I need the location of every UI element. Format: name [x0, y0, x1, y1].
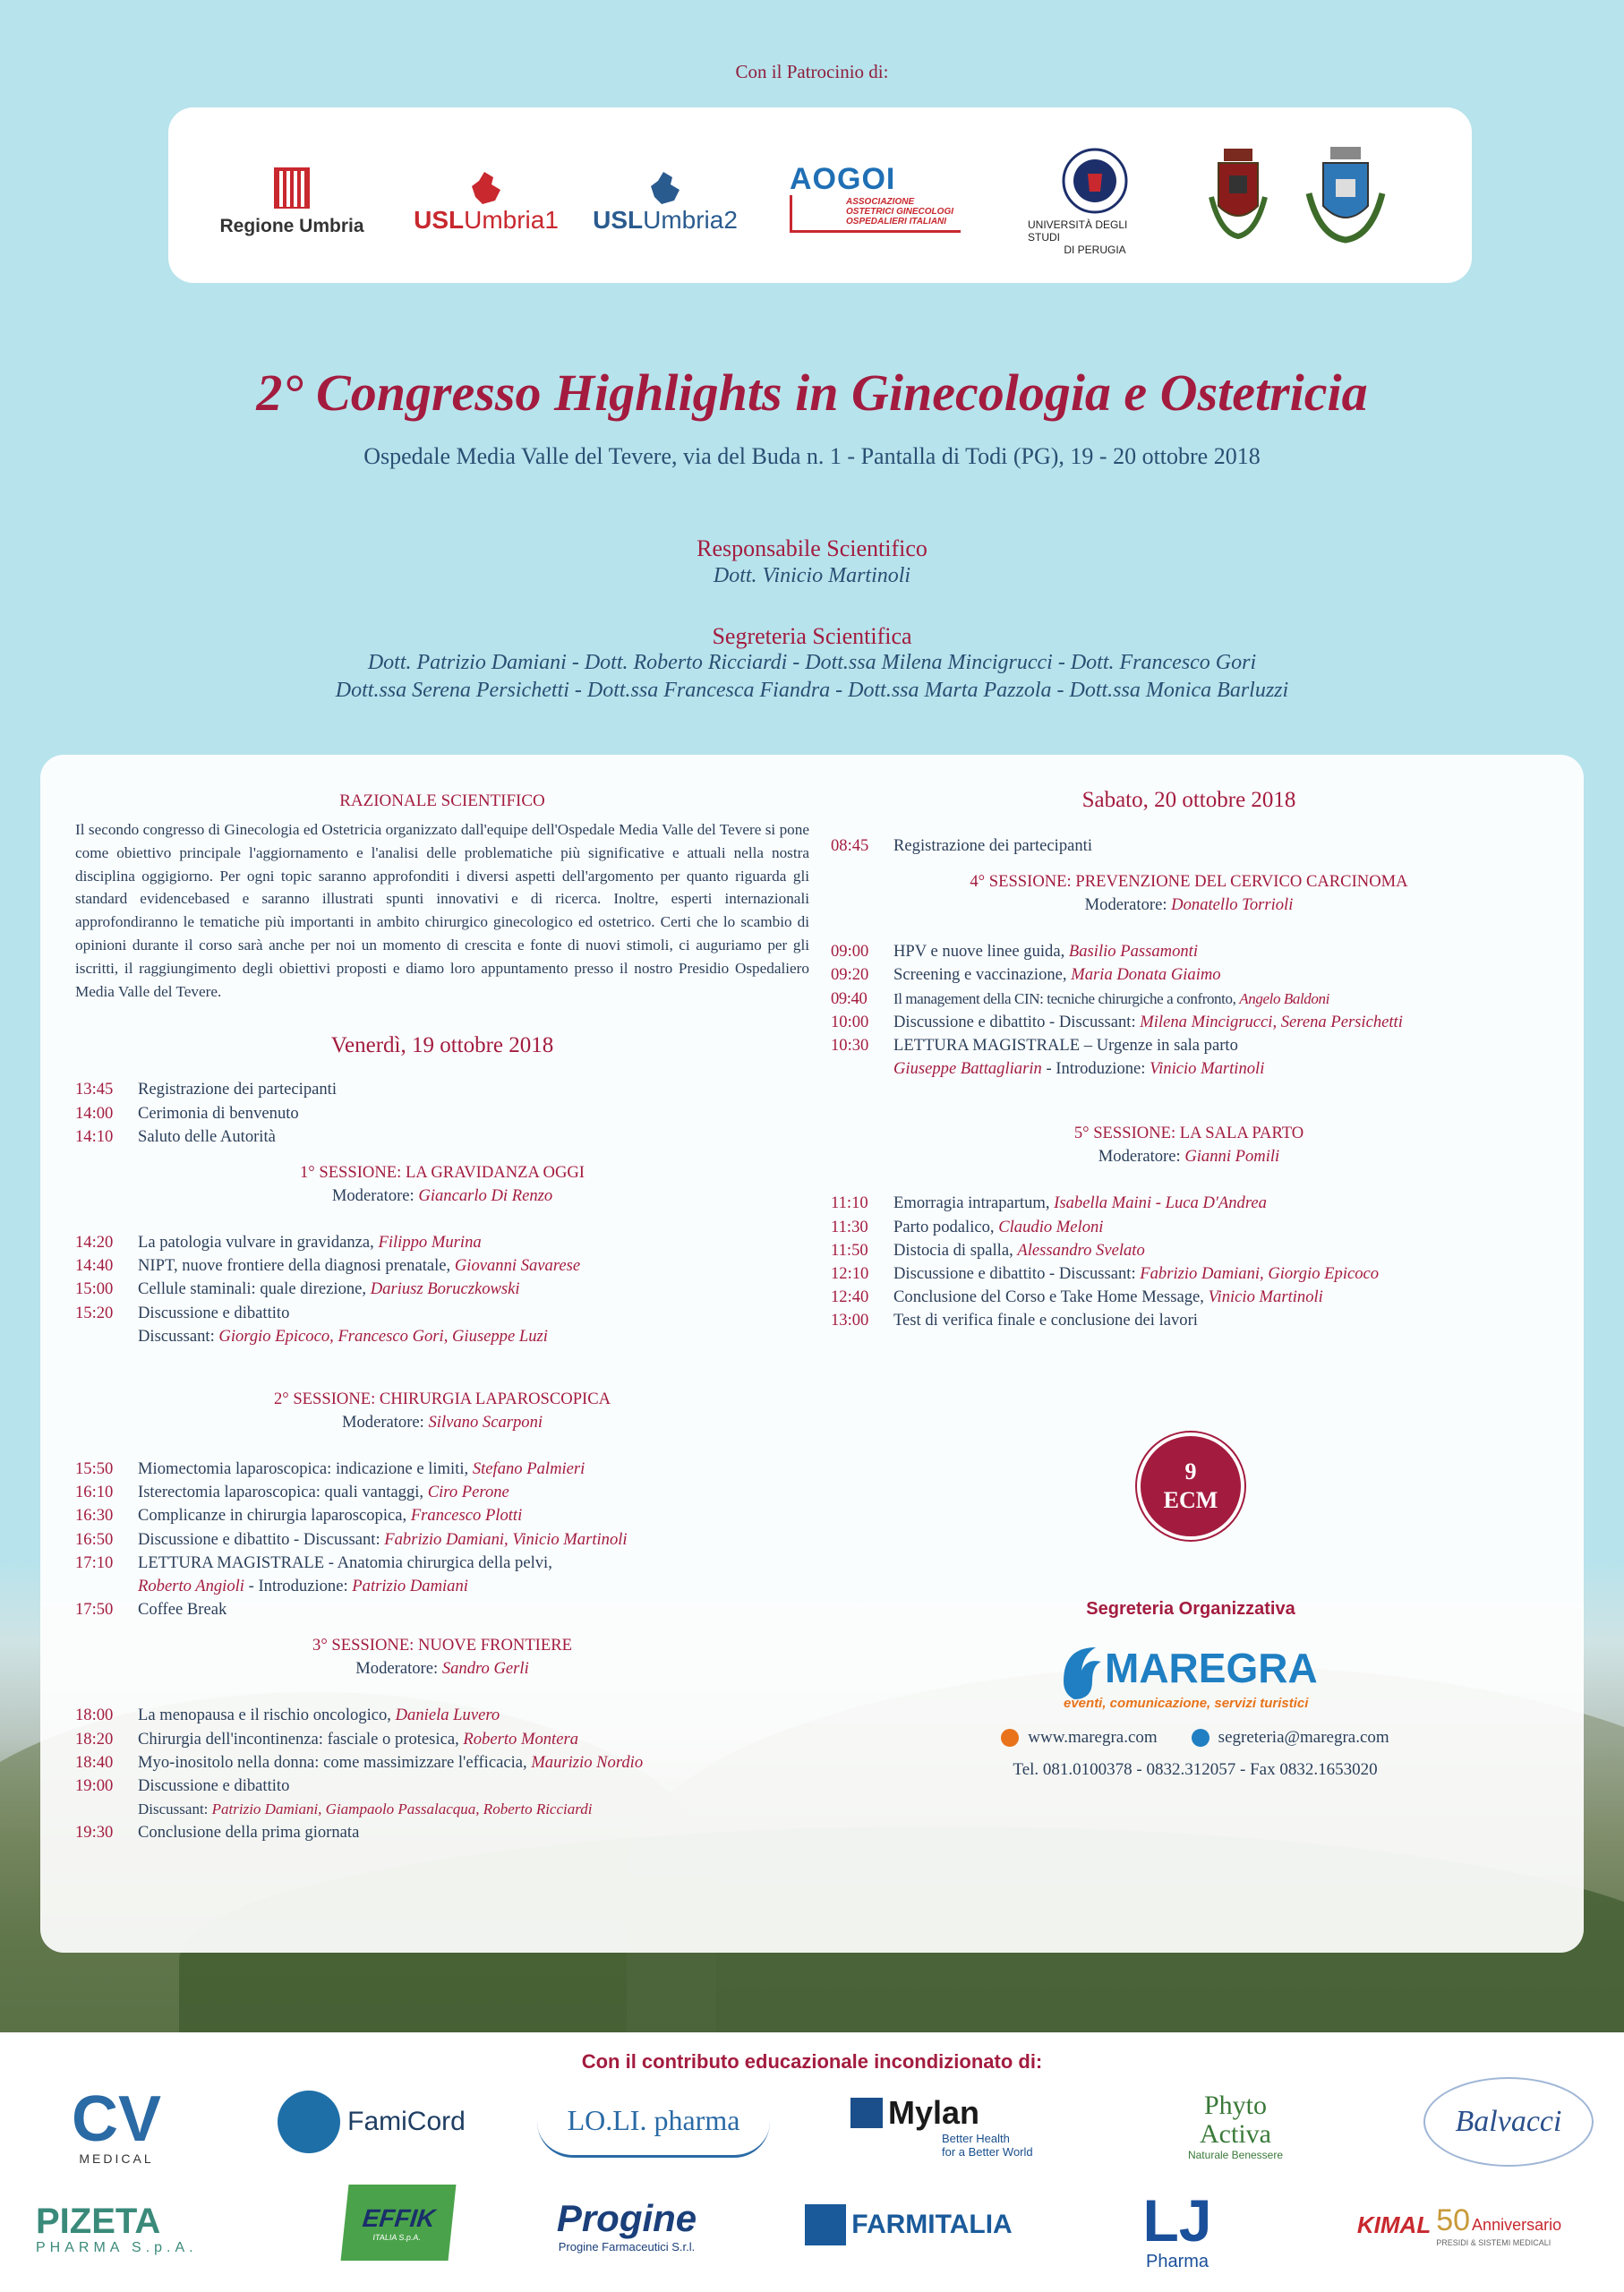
schedule-row: 15:50 Miomectomia laparoscopica: indicazione e limiti, Stefano Palmieri	[75, 1459, 585, 1478]
aogoi-logo: AOGOI ASSOCIAZIONE OSTETRICI GINECOLOGI OSPEDALIERI ITALIANI	[790, 152, 996, 242]
schedule-row: 13:00 Test di verifica finale e conclusione dei lavori	[831, 1311, 1198, 1330]
session-2-title: 2° SESSIONE: CHIRURGIA LAPAROSCOPICA	[273, 1390, 611, 1408]
session-5-title: 5° SESSIONE: LA SALA PARTO	[1073, 1124, 1304, 1143]
effik-logo: EFFIK ITALIA S.p.A.	[341, 2185, 457, 2261]
famicord-icon	[278, 2091, 340, 2153]
scientific-responsible-label: Responsabile Scientifico	[697, 535, 927, 561]
schedule-row: 17:10 LETTURA MAGISTRALE - Anatomia chirurgica della pelvi,	[75, 1552, 552, 1572]
university-seal-icon	[1061, 147, 1129, 215]
usl-umbria-2-logo: USLUmbria2	[589, 158, 741, 247]
municipality-coat-of-arms-icon	[1292, 134, 1399, 260]
organizer-contacts	[962, 1728, 1428, 1780]
schedule-row: 14:10 Saluto delle Autorità	[75, 1126, 276, 1146]
schedule-row: 18:00 La menopausa e il rischio oncologico, Daniela Luvero	[75, 1706, 500, 1725]
patronage-logos	[168, 107, 1472, 283]
schedule-row: 09:40 Il management della CIN: tecniche chirurgiche a confronto, Angelo Baldoni	[831, 988, 1329, 1008]
schedule-row: 11:10 Emorragia intrapartum, Isabella Maini - Luca D'Andrea	[831, 1193, 1267, 1213]
farmitalia-icon	[805, 2204, 846, 2245]
schedule-row: Discussant: Giorgio Epicoco, Francesco Gori, Giuseppe Luzi	[138, 1326, 548, 1346]
progine-logo: Progine Progine Farmaceutici S.r.l.	[556, 2196, 697, 2254]
loli-pharma-logo: LO.LI. pharma	[537, 2086, 770, 2158]
schedule-row: Roberto Angioli - Introduzione: Patrizio Damiani	[138, 1577, 468, 1596]
schedule-row: 11:50 Distocia di spalla, Alessandro Svelato	[831, 1240, 1145, 1260]
friday-title: Venerdì, 19 ottobre 2018	[330, 1033, 554, 1058]
contact-line	[962, 1728, 1428, 1748]
schedule-row: 19:00 Discussione e dibattito	[75, 1776, 290, 1796]
email-icon	[1192, 1729, 1209, 1747]
lj-pharma-logo: LJ Pharma	[1142, 2186, 1212, 2271]
farmitalia-logo: FARMITALIA	[797, 2194, 1021, 2256]
schedule-row: 14:20 La patologia vulvare in gravidanza, Filippo Murina	[75, 1232, 482, 1252]
congress-title: 2° Congresso Highlights in Ginecologia e Ostetricia	[256, 363, 1368, 422]
regione-umbria-icon	[272, 166, 312, 210]
famicord-logo: FamiCord	[255, 2086, 488, 2158]
schedule-row: 18:40 Myo-inositolo nella donna: come massimizzare l'efficacia, Maurizio Nordio	[75, 1752, 644, 1772]
unipg-logo: UNIVERSITÀ DEGLI STUDI DI PERUGIA	[1028, 143, 1162, 260]
mylan-icon	[850, 2098, 883, 2128]
patronage-title: Con il Patrocinio di:	[735, 61, 889, 82]
scientific-secretariat-line-1: Dott. Patrizio Damiani - Dott. Roberto Ricciardi - Dott.ssa Milena Mincigrucci - Dott. Francesco Gori	[367, 651, 1257, 674]
session-4-title: 4° SESSIONE: PREVENZIONE DEL CERVICO CARCINOMA	[970, 872, 1408, 892]
schedule-row: 18:20 Chirurgia dell'incontinenza: fasciale o protesica, Roberto Montera	[75, 1729, 578, 1749]
schedule-row: 15:00 Cellule staminali: quale direzione, Dariusz Boruczkowski	[75, 1279, 520, 1299]
schedule-row: Discussant: Patrizio Damiani, Giampaolo Passalacqua, Roberto Ricciardi	[138, 1800, 593, 1818]
email-link[interactable]: segreteria@maregra.com	[1218, 1728, 1389, 1747]
organizer-label: Segreteria Organizzativa	[1086, 1599, 1295, 1619]
schedule-row: 13:45 Registrazione dei partecipanti	[75, 1080, 337, 1099]
schedule-row: 19:30 Conclusione della prima giornata	[75, 1823, 360, 1843]
session-5-moderator: Moderatore: Gianni Pomili	[1098, 1147, 1280, 1167]
session-3-moderator: Moderatore: Sandro Gerli	[355, 1659, 529, 1679]
session-3-title: 3° SESSIONE: NUOVE FRONTIERE	[312, 1636, 572, 1655]
ecm-badge: 9 ECM	[1137, 1432, 1244, 1540]
schedule-row: 10:00 Discussione e dibattito - Discussant: Milena Mincigrucci, Serena Persichetti	[831, 1012, 1403, 1031]
scientific-responsible-name: Dott. Vinicio Martinoli	[713, 564, 911, 587]
schedule-row: 09:20 Screening e vaccinazione, Maria Donata Giaimo	[831, 965, 1221, 985]
mylan-logo: Mylan Better Health for a Better World	[850, 2082, 1065, 2171]
session-2-moderator: Moderatore: Silvano Scarponi	[341, 1413, 543, 1432]
scientific-secretariat-line-2: Dott.ssa Serena Persichetti - Dott.ssa Francesca Fiandra - Dott.ssa Marta Pazzola - Dott.ssa Monica Barluzzi	[335, 679, 1289, 702]
rational-text: Il secondo congresso di Ginecologia ed Ostetricia organizzato dall'equipe dell'Ospedale Media Valle del Tevere si pone come obiettivo principale l'aggiornamento e l'analisi delle problematiche più significative e attuali nella nostra disciplina oggigiorno. Per ogni topic saranno approfonditi i diversi aspetti dell'argomento per quanto riguarda gli standard evidencebased e saranno illustrati spunti innovativi e di ricerca. Inoltre, esperti internazionali approfondiranno le tematiche più importanti in ambito chirurgico ginecologico ed ostetrico. Certi che lo scambio di opinioni durante il corso sarà anche per noi un momento di crescita e fonte di nuovi stimoli, ci auguriamo per gli iscritti, il raggiungimento degli obiettivi proposti e diamo loro appuntamento presso il nostro Presidio Ospedaliero Media Valle del Tevere.	[75, 821, 809, 1000]
balvacci-logo: Balvacci	[1423, 2077, 1594, 2167]
usl-umbria-1-logo: USLUmbria1	[415, 158, 558, 247]
regione-umbria-logo: Regione Umbria	[211, 161, 372, 242]
schedule-row: 12:10 Discussione e dibattito - Discussant: Fabrizio Damiani, Giorgio Epicoco	[831, 1264, 1380, 1284]
umbria-map-red-icon	[466, 170, 506, 206]
maregra-logo: MAREGRA eventi, comunicazione, servizi turistici	[1056, 1635, 1325, 1717]
website-link[interactable]: www.maregra.com	[1028, 1728, 1158, 1747]
schedule-row: 11:30 Parto podalico, Claudio Meloni	[831, 1217, 1104, 1236]
schedule-row: 12:40 Conclusione del Corso e Take Home Message, Vinicio Martinoli	[831, 1287, 1323, 1307]
schedule-row: 10:30 LETTURA MAGISTRALE – Urgenze in sala parto	[831, 1036, 1238, 1056]
schedule-row: 16:50 Discussione e dibattito - Discussant: Fabrizio Damiani, Vinicio Martinoli	[75, 1529, 628, 1549]
schedule-row: 08:45 Registrazione dei partecipanti	[831, 836, 1092, 855]
session-4-moderator: Moderatore: Donatello Torrioli	[1084, 895, 1294, 915]
kimal-logo: KIMAL 50 Anniversario PRESIDI & SISTEMI MEDICALI	[1356, 2202, 1562, 2247]
schedule-row: 15:20 Discussione e dibattito	[75, 1303, 290, 1322]
schedule-row: 14:00 Cerimonia di benvenuto	[75, 1103, 299, 1123]
globe-icon	[1001, 1729, 1019, 1747]
pizeta-pharma-logo: PIZETA PHARMA S.p.A.	[36, 2202, 198, 2255]
schedule-row: Giuseppe Battagliarin - Introduzione: Vinicio Martinoli	[893, 1059, 1265, 1079]
venue-line: Ospedale Media Valle del Tevere, via del Buda n. 1 - Pantalla di Todi (PG), 19 - 20 ottobre 2018	[363, 443, 1261, 469]
scientific-secretariat-label: Segreteria Scientifica	[712, 623, 912, 649]
sponsors-title: Con il contributo educazionale incondizionato di:	[581, 2050, 1043, 2073]
schedule-row: 16:30 Complicanze in chirurgia laparoscopica, Francesco Plotti	[75, 1506, 523, 1526]
saturday-title: Sabato, 20 ottobre 2018	[1081, 788, 1296, 812]
phone-line: Tel. 081.0100378 - 0832.312057 - Fax 0832.1653020	[1013, 1760, 1378, 1779]
schedule-row: 09:00 HPV e nuove linee guida, Basilio Passamonti	[831, 942, 1199, 962]
schedule-row: 16:10 Isterectomia laparoscopica: quali vantaggi, Ciro Perone	[75, 1483, 509, 1502]
phyto-activa-logo: Phyto Activa Naturale Benessere	[1187, 2091, 1284, 2161]
umbria-map-blue-icon	[645, 170, 685, 206]
left-column	[75, 791, 809, 1845]
schedule-row: 17:50 Coffee Break	[75, 1600, 227, 1620]
right-column	[831, 788, 1547, 1333]
schedule-row: 14:40 NIPT, nuove frontiere della diagnosi prenatale, Giovanni Savarese	[75, 1256, 581, 1276]
rational-title: RAZIONALE SCIENTIFICO	[339, 791, 545, 810]
todi-coat-of-arms-icon	[1198, 134, 1278, 260]
cv-medical-logo: CV MEDICAL	[71, 2083, 162, 2166]
session-1-moderator: Moderatore: Giancarlo Di Renzo	[331, 1185, 553, 1205]
session-1-title: 1° SESSIONE: LA GRAVIDANZA OGGI	[299, 1162, 585, 1182]
